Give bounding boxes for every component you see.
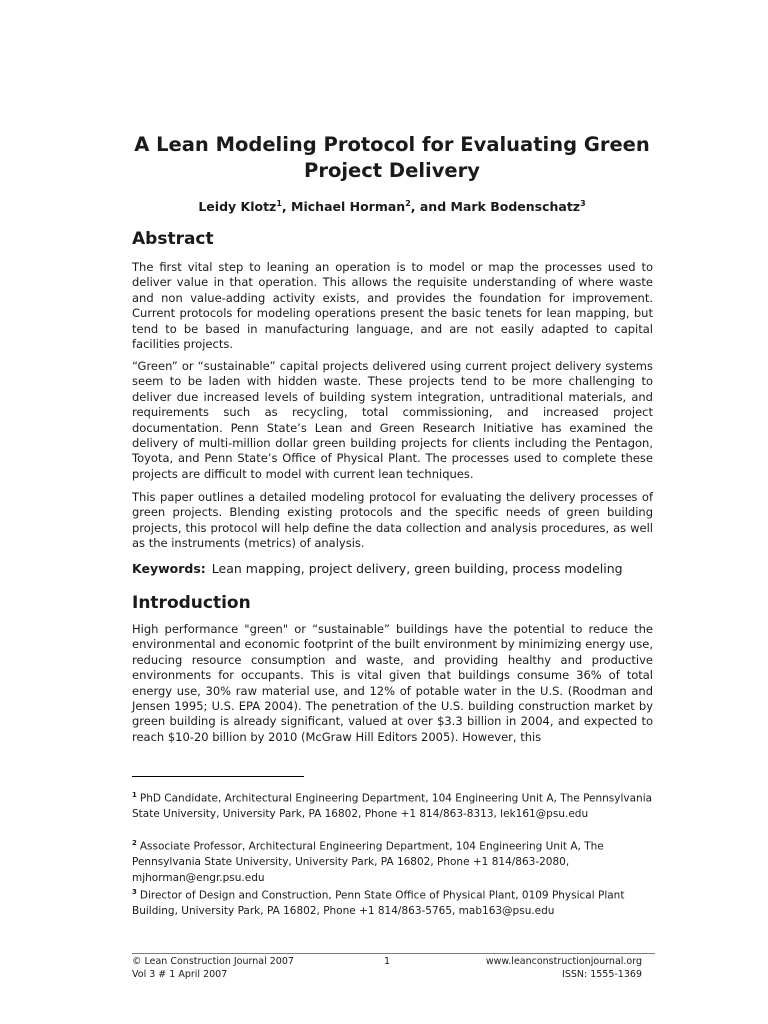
- footer-divider: [132, 953, 655, 954]
- footnote-mark: 1: [132, 791, 137, 799]
- journal-issn: ISSN: 1555-1369: [562, 969, 642, 980]
- abstract-paragraph: “Green” or “sustainable” capital projects delivered using current project delivery systems seem to be laden with hidden waste. These projects tend to be more challenging to deliver due increased levels of building system integration, untraditional materials, and requirements such as recycling, total commissioning, and increased project documentation. Penn State’s Lean and Green Research Initiative has examined the delivery of multi-million dollar green building projects for clients including the Pentagon, Toyota, and Penn State’s Office of Physical Plant. The processes used to complete these projects are difficult to model with current lean techniques.: [132, 359, 653, 481]
- footnote: [132, 836, 653, 886]
- author-name: Leidy Klotz: [198, 199, 277, 215]
- abstract-heading: Abstract: [132, 229, 214, 249]
- footnote-mark: 3: [132, 888, 137, 896]
- journal-website: www.leanconstructionjournal.org: [485, 956, 642, 967]
- abstract-paragraph: The first vital step to leaning an operation is to model or map the processes used to deliver value in that operation. This allows the requisite understanding of where waste and non value-adding activity exists, and provides the foundation for improvement. Current protocols for modeling operations present the basic tenets for lean mapping, but tend to be based in manufacturing language, and are not easily adapted to capital facilities projects.: [132, 260, 653, 352]
- footer-left: [132, 955, 294, 981]
- author-separator: , and: [410, 199, 451, 215]
- introduction-paragraph: High performance "green" or “sustainable” buildings have the potential to reduce the environmental and economic footprint of the built environment by minimizing energy use, reducing resource consumption and waste, and providing healthy and productive environments for occupants. This is vital given that buildings consume 36% of total energy use, 30% raw material use, and 12% of potable water in the U.S. (Roodman and Jensen 1995; U.S. EPA 2004). The penetration of the U.S. building construction market by green building is already significant, valued at over $3.3 billion in 2004, and expected to reach $10-20 billion by 2010 (McGraw Hill Editors 2005). However, this: [132, 622, 653, 744]
- author-footnote-mark: 2: [405, 199, 411, 208]
- keywords-line: [132, 561, 623, 576]
- author-name: Mark Bodenschatz: [450, 199, 581, 215]
- footnote: [132, 788, 653, 823]
- footnote-divider: [132, 776, 304, 777]
- footnote-text: PhD Candidate, Architectural Engineering Department, 104 Engineering Unit A, The Pennsylvania State University, University Park, PA 16802, Phone +1 814/863-8313, lek161@psu.edu: [132, 792, 653, 821]
- footer-center: [380, 955, 394, 968]
- journal-copyright: © Lean Construction Journal 2007: [132, 956, 294, 967]
- keywords-text: Lean mapping, project delivery, green building, process modeling: [211, 561, 623, 576]
- journal-volume: Vol 3 # 1 April 2007: [132, 969, 228, 980]
- author-name: Michael Horman: [291, 199, 406, 215]
- footnote-text: Director of Design and Construction, Penn State Office of Physical Plant, 0109 Physical Plant Building, University Park, PA 16802, Phone +1 814/863-5765, mab163@psu.edu: [132, 889, 625, 918]
- footer-right: [486, 955, 642, 981]
- footnote-mark: 2: [132, 839, 137, 847]
- footnote: [132, 885, 653, 920]
- footnote-text: Associate Professor, Architectural Engineering Department, 104 Engineering Unit A, The Pennsylvania State University, University Park, PA 16802, Phone +1 814/863-2080, mjhorman@engr.psu.edu: [132, 840, 604, 884]
- abstract-paragraph: This paper outlines a detailed modeling protocol for evaluating the delivery processes of green projects. Blending existing protocols and the specific needs of green building projects, this protocol will help define the data collection and analysis procedures, as well as the instruments (metrics) of analysis.: [132, 490, 653, 551]
- author-footnote-mark: 1: [276, 199, 282, 208]
- paper-title: A Lean Modeling Protocol for Evaluating Green Project Delivery: [134, 133, 650, 182]
- author-line: [132, 199, 652, 214]
- keywords-label: Keywords:: [132, 561, 206, 576]
- introduction-heading: Introduction: [132, 593, 251, 613]
- author-separator: ,: [281, 199, 292, 215]
- author-footnote-mark: 3: [580, 199, 586, 208]
- page-number: 1: [383, 956, 391, 967]
